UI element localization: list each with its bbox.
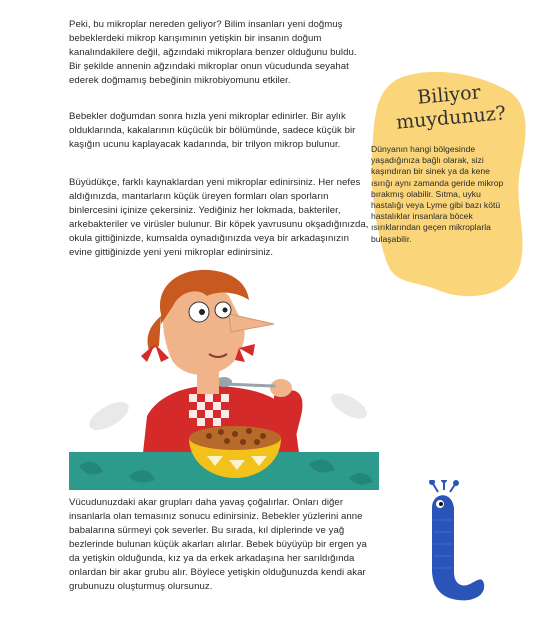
sidebar-title-line1: Biliyor: [416, 81, 482, 109]
sidebar-text: Dünyanın hangi bölgesinde yaşadığınıza bağlı olarak, sizi kaşındıran bir sinek ya da kene ısırığı aynı zamanda geride mikrop bırakmış olabilir. Sıtma, uyku hastalığı veya Lyme gibi bazı kötü hastalıklar insanlara böcek ısırıklarından geçen mikroplarla bulaşabilir.: [371, 144, 504, 244]
sidebar-title-line2: muydunuz?: [395, 102, 507, 134]
girl-eating-cereal-illustration: [69, 266, 379, 490]
blue-worm-mascot: [410, 480, 490, 604]
paragraph-babies: Bebekler doğumdan sonra hızla yeni mikroplar edinirler. Bir aylık olduklarında, kakalarının küçücük bir bölümünde, sadece küçük bir kaşığın ucunu kaplayacak kadarında, bir trilyon mikrop bulunur.: [69, 111, 356, 150]
paragraph-mites: Vücudunuzdaki akar grupları daha yavaş çoğalırlar. Onları diğer insanlarla olan temasınız sonucu edinirsiniz. Bebekler yüzlerini anne babalarına sürmeyi çok severler. Bu sırada, kıl diplerinde ve yağ bezlerinde bulunan küçük akarları alırlar. Bebek büyüyüp bir ergen ya da yetişkin olduğunda, kız ya da erkek arkadaşına her sarıldığında onlardan bir akar grubu alır. Böylece yetişkin olduğunuzda kendi akar grubunuzu oluşturmuş olursunuz.: [69, 497, 367, 592]
paragraph-growing-up: Büyüdükçe, farklı kaynaklardan yeni mikroplar edinirsiniz. Her nefes aldığınızda, mantarların küçük üreyen formları olan sporların binlercesini içinize çekersiniz. Yediğiniz her lokmada, bakteriler, arkebakteriler ve virüsler bulunur. Bir köpek yavrusunu okşadığınızda, okula gittiğinizde, kumsalda oynadığınızda veya bir arkadaşınızın evine gittiğinizde yeni yeni mikroplar edinirsiniz.: [69, 177, 369, 258]
hand: [270, 379, 292, 397]
paragraph-origins: Peki, bu mikroplar nereden geliyor? Bilim insanları yeni doğmuş bebeklerdeki mikrop karışımının yetişkin bir insanın doğum kanalındakilere değil, ağzındaki mikroplara benzer olduğunu buldu. Bir şekilde annenin ağzındaki mikroplar onun vücudunda seyahat ederek doğmamış bebeğinin mikrobiyomunu etkiler.: [69, 19, 357, 86]
nose: [229, 314, 274, 332]
sidebar-title: [393, 79, 507, 134]
spoon: [224, 384, 274, 386]
